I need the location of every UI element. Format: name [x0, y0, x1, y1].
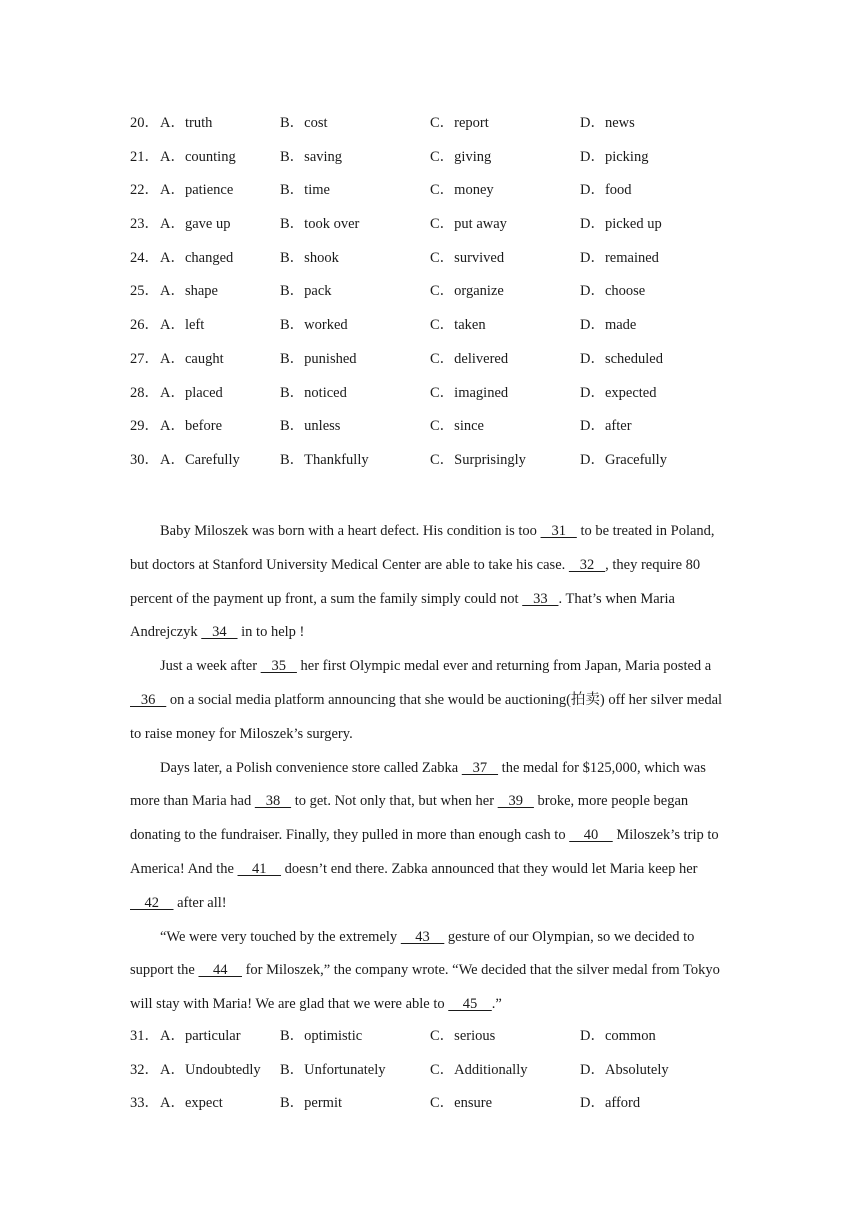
question-row-24	[130, 248, 770, 282]
option-b: B．unless	[280, 418, 341, 435]
option-a: A．gave up	[160, 216, 231, 233]
question-row-22	[130, 180, 770, 214]
option-a: A．counting	[160, 148, 236, 165]
passage-text: gesture of our Olympian, so we decided to support the	[130, 928, 695, 979]
passage-text: Baby Miloszek was born with a heart defect. His condition is too	[160, 523, 541, 539]
option-d: D．scheduled	[580, 350, 663, 367]
option-b: B．saving	[280, 148, 343, 165]
option-c: C．money	[430, 182, 494, 199]
option-c: C．since	[430, 418, 484, 435]
option-b: B．worked	[280, 317, 348, 334]
question-row-21	[130, 147, 770, 181]
question-row-20	[130, 113, 770, 147]
option-d: D．choose	[580, 283, 646, 300]
cloze-passage	[130, 515, 730, 1022]
option-b: B．Unfortunately	[280, 1061, 386, 1078]
question-number: 32．	[130, 1061, 159, 1078]
passage-text: the medal for $125,000, which was more than Maria had	[130, 759, 706, 810]
options-list-31-33	[130, 1026, 770, 1127]
passage-text: Just a week after	[160, 658, 261, 675]
question-number: 25．	[130, 283, 159, 300]
passage-text: doesn’t end there. Zabka announced that they would let Maria keep her	[281, 860, 698, 877]
option-d: D．picked up	[580, 216, 662, 233]
passage-text: her first Olympic medal ever and returning from Japan, Maria posted a	[296, 658, 712, 675]
option-c: C．Surprisingly	[430, 451, 526, 468]
option-b: B．Thankfully	[280, 451, 369, 468]
blank-33: 33	[522, 590, 559, 607]
option-c: C．survived	[430, 249, 505, 266]
question-row-32	[130, 1060, 770, 1094]
question-number: 28．	[130, 384, 159, 401]
option-a: A．particular	[160, 1028, 241, 1044]
question-number: 21．	[130, 148, 159, 165]
blank-40: 40	[569, 827, 613, 844]
passage-text: to be treated in Poland, but doctors at Stanford University Medical Center are able to take his case.	[130, 523, 715, 573]
blank-35: 35	[260, 658, 297, 675]
question-number: 22．	[130, 182, 159, 199]
option-d: D．Gracefully	[580, 451, 667, 468]
option-a: A．patience	[160, 182, 234, 199]
blank-31: 31	[540, 523, 577, 539]
passage-text: , they require 80 percent of the payment up front, a sum the family simply could not	[130, 556, 701, 607]
question-number: 23．	[130, 216, 159, 233]
passage-text: on a social media platform announcing that she would be auctioning(拍卖) off her silver medal to raise money for Miloszek’s surgery.	[130, 691, 723, 742]
passage-text: broke, more people began donating to the fundraiser. Finally, they pulled in more than enough cash to	[130, 793, 689, 844]
option-b: B．pack	[280, 283, 332, 300]
blank-37: 37	[461, 759, 499, 776]
passage-text: Miloszek’s trip to America! And the	[130, 827, 719, 877]
option-b: B．shook	[280, 249, 339, 266]
option-a: A．changed	[160, 249, 234, 266]
option-c: C．put away	[430, 216, 507, 233]
option-d: D．news	[580, 115, 635, 131]
option-a: A．placed	[160, 384, 223, 401]
option-d: D．Absolutely	[580, 1061, 669, 1078]
option-c: C．delivered	[430, 350, 509, 367]
passage-paragraph-1	[130, 515, 730, 650]
option-d: D．common	[580, 1028, 656, 1044]
question-number: 33．	[130, 1095, 159, 1112]
blank-44: 44	[198, 962, 242, 979]
passage-text: . That’s when Maria Andrejczyk	[130, 590, 675, 641]
blank-41: 41	[237, 860, 282, 877]
blank-32: 32	[568, 556, 606, 573]
passage-text: .”	[491, 996, 502, 1013]
option-b: B．punished	[280, 350, 357, 367]
option-c: C．Additionally	[430, 1061, 528, 1078]
option-d: D．afford	[580, 1095, 641, 1112]
option-a: A．shape	[160, 283, 218, 300]
question-number: 30．	[130, 451, 159, 468]
blank-43: 43	[400, 928, 445, 945]
option-c: C．ensure	[430, 1095, 493, 1112]
question-number: 26．	[130, 317, 159, 334]
question-number: 24．	[130, 249, 159, 266]
option-c: C．organize	[430, 283, 504, 300]
passage-text: to get. Not only that, but when her	[291, 793, 498, 810]
options-list-20-30	[130, 113, 770, 484]
option-d: D．expected	[580, 384, 657, 401]
question-row-23	[130, 214, 770, 248]
blank-42: 42	[130, 894, 174, 911]
option-a: A．Carefully	[160, 451, 240, 468]
option-d: D．made	[580, 317, 637, 334]
option-a: A．truth	[160, 115, 213, 131]
option-c: C．taken	[430, 317, 486, 334]
option-c: C．giving	[430, 148, 492, 165]
option-a: A．before	[160, 418, 223, 435]
option-b: B．noticed	[280, 384, 347, 401]
option-b: B．cost	[280, 115, 328, 131]
passage-text: in to help !	[237, 624, 305, 641]
passage-paragraph-2	[130, 650, 730, 751]
option-b: B．permit	[280, 1095, 343, 1112]
question-number: 20．	[130, 115, 159, 131]
blank-36: 36	[130, 691, 167, 708]
option-b: B．time	[280, 182, 330, 199]
option-a: A．expect	[160, 1095, 223, 1112]
question-number: 27．	[130, 350, 159, 367]
question-row-33	[130, 1093, 770, 1127]
question-row-28	[130, 383, 770, 417]
option-d: D．food	[580, 182, 632, 199]
question-row-31	[130, 1026, 770, 1060]
question-number: 31．	[130, 1028, 159, 1044]
blank-38: 38	[254, 793, 292, 810]
question-row-27	[130, 349, 770, 383]
passage-text: for Miloszek,” the company wrote. “We decided that the silver medal from Tokyo will stay with Maria! We are glad that we were able to	[130, 962, 720, 1013]
option-d: D．picking	[580, 148, 649, 165]
question-row-30	[130, 450, 770, 484]
question-row-25	[130, 281, 770, 315]
blank-39: 39	[497, 793, 534, 810]
option-a: A．Undoubtedly	[160, 1061, 261, 1078]
passage-paragraph-3	[130, 752, 730, 921]
blank-45: 45	[448, 996, 492, 1013]
question-row-26	[130, 315, 770, 349]
question-number: 29．	[130, 418, 159, 435]
passage-text: Days later, a Polish convenience store called Zabka	[160, 759, 462, 776]
option-b: B．took over	[280, 216, 360, 233]
option-b: B．optimistic	[280, 1028, 363, 1044]
option-c: C．imagined	[430, 384, 509, 401]
option-a: A．caught	[160, 350, 224, 367]
option-a: A．left	[160, 317, 205, 334]
question-row-29	[130, 416, 770, 450]
passage-text: “We were very touched by the extremely	[160, 928, 401, 945]
passage-paragraph-4	[130, 921, 730, 1022]
option-d: D．after	[580, 418, 632, 435]
option-c: C．serious	[430, 1028, 496, 1044]
option-c: C．report	[430, 115, 489, 131]
blank-34: 34	[201, 624, 238, 641]
option-d: D．remained	[580, 249, 659, 266]
passage-text: after all!	[173, 894, 227, 911]
